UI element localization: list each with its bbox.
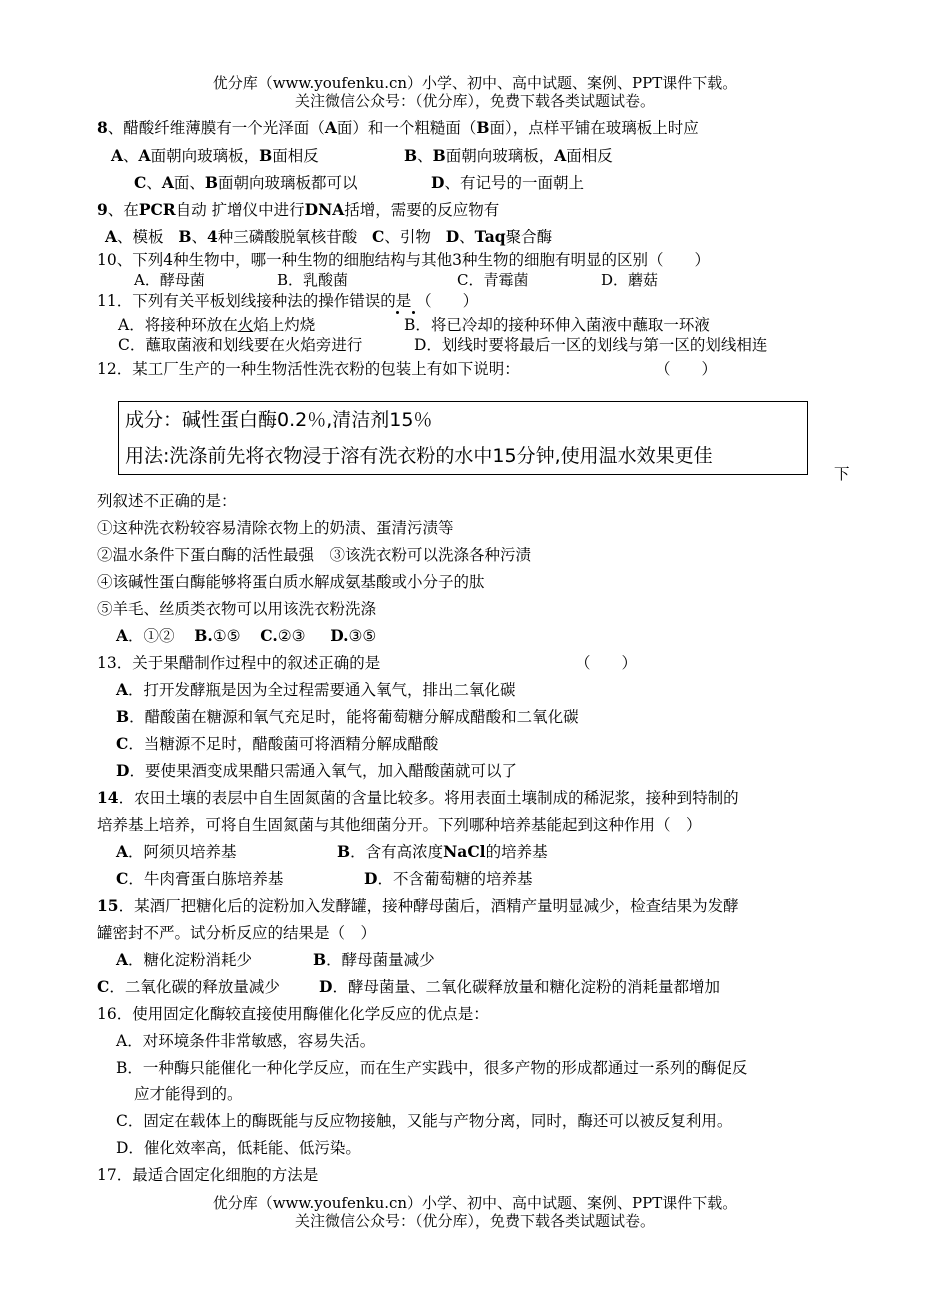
footer-line-2: 关注微信公众号：（优分库），免费下载各类试题试卷。 <box>294 1212 655 1230</box>
question-10-option-b: B．乳酸菌 <box>277 271 349 289</box>
question-16-stem: 16．使用固定化酶较直接使用酶催化化学反应的优点是： <box>97 1005 489 1023</box>
question-14-stem-1: 14．农田土壤的表层中自生固氮菌的含量比较多。将用表面土壤制成的稀泥浆，接种到特制的 <box>97 788 739 807</box>
question-13-option-c: C．当糖源不足时，醋酸菌可将酒精分解成醋酸 <box>116 734 439 753</box>
question-8-option-b: B、B面朝向玻璃板，A面相反 <box>404 146 613 165</box>
question-16-option-b: B．一种酶只能催化一种化学反应，而在生产实践中，很多产物的形成都通过一系列的酶促反 <box>116 1059 748 1077</box>
emphasis-dot <box>396 311 399 314</box>
header-line-1: 优分库（www.youfenku.cn）小学、初中、高中试题、案例、PPT课件下载。 <box>212 74 738 92</box>
question-13-option-d: D．要使果酒变成果醋只需通入氧气，加入醋酸菌就可以了 <box>116 761 517 780</box>
question-14-option-a: A．阿须贝培养基 <box>116 842 237 861</box>
question-14-option-c: C．牛肉膏蛋白胨培养基 <box>116 869 284 888</box>
label-ingredients: 成分：碱性蛋白酶0.2％,清洁剂15％ <box>125 409 433 431</box>
question-10-option-a: A．酵母菌 <box>134 271 205 289</box>
question-14-option-d: D．不含葡萄糖的培养基 <box>364 869 533 888</box>
question-15-option-d: D．酵母菌量、二氧化碳释放量和糖化淀粉的消耗量都增加 <box>319 977 720 996</box>
question-15-stem-1: 15．某酒厂把糖化后的淀粉加入发酵罐，接种酵母菌后，酒精产量明显减少，检查结果为发酵 <box>97 896 739 915</box>
question-12-statement-1: ①这种洗衣粉较容易清除衣物上的奶渍、蛋清污渍等 <box>97 519 454 537</box>
question-8-option-a: A、A面朝向玻璃板，B面相反 <box>111 146 319 165</box>
question-14-stem-2: 培养基上培养，可将自生固氮菌与其他细菌分开。下列哪种培养基能起到这种作用（ ） <box>97 816 702 834</box>
question-12-paren: （ ） <box>655 360 718 378</box>
question-15-option-a: A．糖化淀粉消耗少 <box>116 950 253 969</box>
question-13-paren: （ ） <box>575 654 638 672</box>
question-16-option-c: C．固定在载体上的酶既能与反应物接触，又能与产物分离，同时，酶还可以被反复利用。 <box>116 1112 733 1130</box>
header-line-2: 关注微信公众号：（优分库），免费下载各类试题试卷。 <box>294 92 655 110</box>
question-11-option-c: C．蘸取菌液和划线要在火焰旁进行 <box>118 336 363 354</box>
question-11-option-a: A．将接种环放在火焰上灼烧 <box>118 316 316 334</box>
footer-line-1: 优分库（www.youfenku.cn）小学、初中、高中试题、案例、PPT课件下载。 <box>212 1194 738 1212</box>
question-12-statement-2-3: ②温水条件下蛋白酶的活性最强 ③该洗衣粉可以洗涤各种污渍 <box>97 546 532 564</box>
question-12-side-char: 下 <box>834 465 850 483</box>
question-10-option-d: D．蘑菇 <box>601 271 659 289</box>
question-14-option-b: B．含有高浓度NaCl的培养基 <box>337 842 548 861</box>
question-17-stem: 17．最适合固定化细胞的方法是 <box>97 1166 319 1184</box>
question-12-statement-5: ⑤羊毛、丝质类衣物可以用该洗衣粉洗涤 <box>97 600 377 618</box>
question-15-option-c: C．二氧化碳的释放量减少 <box>97 977 280 996</box>
emphasis-dot <box>412 311 415 314</box>
question-12-continuation: 列叙述不正确的是： <box>97 492 237 510</box>
detergent-label-box <box>118 401 808 475</box>
question-16-option-a: A．对环境条件非常敏感，容易失活。 <box>116 1032 376 1050</box>
question-8-option-d: D、有记号的一面朝上 <box>431 173 584 192</box>
label-usage: 用法:洗涤前先将衣物浸于溶有洗衣粉的水中15分钟,使用温水效果更佳 <box>125 445 713 467</box>
question-10-option-c: C．青霉菌 <box>457 271 529 289</box>
question-12-statement-4: ④该碱性蛋白酶能够将蛋白质水解成氨基酸或小分子的肽 <box>97 573 485 591</box>
question-11-stem: 11．下列有关平板划线接种法的操作错误的是 （ ） <box>97 292 479 310</box>
question-16-option-b-cont: 应才能得到的。 <box>134 1085 243 1103</box>
question-10-stem: 10、下列4种生物中，哪一种生物的细胞结构与其他3种生物的细胞有明显的区别（ ） <box>97 251 710 269</box>
question-13-option-a: A．打开发酵瓶是因为全过程需要通入氧气，排出二氧化碳 <box>116 680 516 699</box>
question-13-stem: 13．关于果醋制作过程中的叙述正确的是 <box>97 654 381 672</box>
question-8-stem: 8、醋酸纤维薄膜有一个光泽面（A面）和一个粗糙面（B面），点样平铺在玻璃板上时应 <box>97 118 699 137</box>
question-13-option-b: B．醋酸菌在糖源和氧气充足时，能将葡萄糖分解成醋酸和二氧化碳 <box>116 707 579 726</box>
question-9-stem: 9、在PCR自动 扩增仪中进行DNA括增，需要的反应物有 <box>97 200 500 219</box>
question-12-options: A．①② B.①⑤ C.②③ D.③⑤ <box>116 626 377 645</box>
question-15-option-b: B．酵母菌量减少 <box>313 950 435 969</box>
question-15-stem-2: 罐密封不严。试分析反应的结果是（ ） <box>97 924 377 942</box>
question-8-option-c: C、A面、B面朝向玻璃板都可以 <box>134 173 358 192</box>
question-9-options: A、模板 B、4种三磷酸脱氧核苷酸 C、引物 D、Taq聚合酶 <box>105 227 553 246</box>
question-11-option-b: B．将已冷却的接种环伸入菌液中蘸取一环液 <box>404 316 710 334</box>
question-11-option-d: D．划线时要将最后一区的划线与第一区的划线相连 <box>414 336 768 354</box>
question-16-option-d: D．催化效率高，低耗能、低污染。 <box>116 1139 361 1157</box>
question-12-stem: 12．某工厂生产的一种生物活性洗衣粉的包装上有如下说明： <box>97 360 520 378</box>
